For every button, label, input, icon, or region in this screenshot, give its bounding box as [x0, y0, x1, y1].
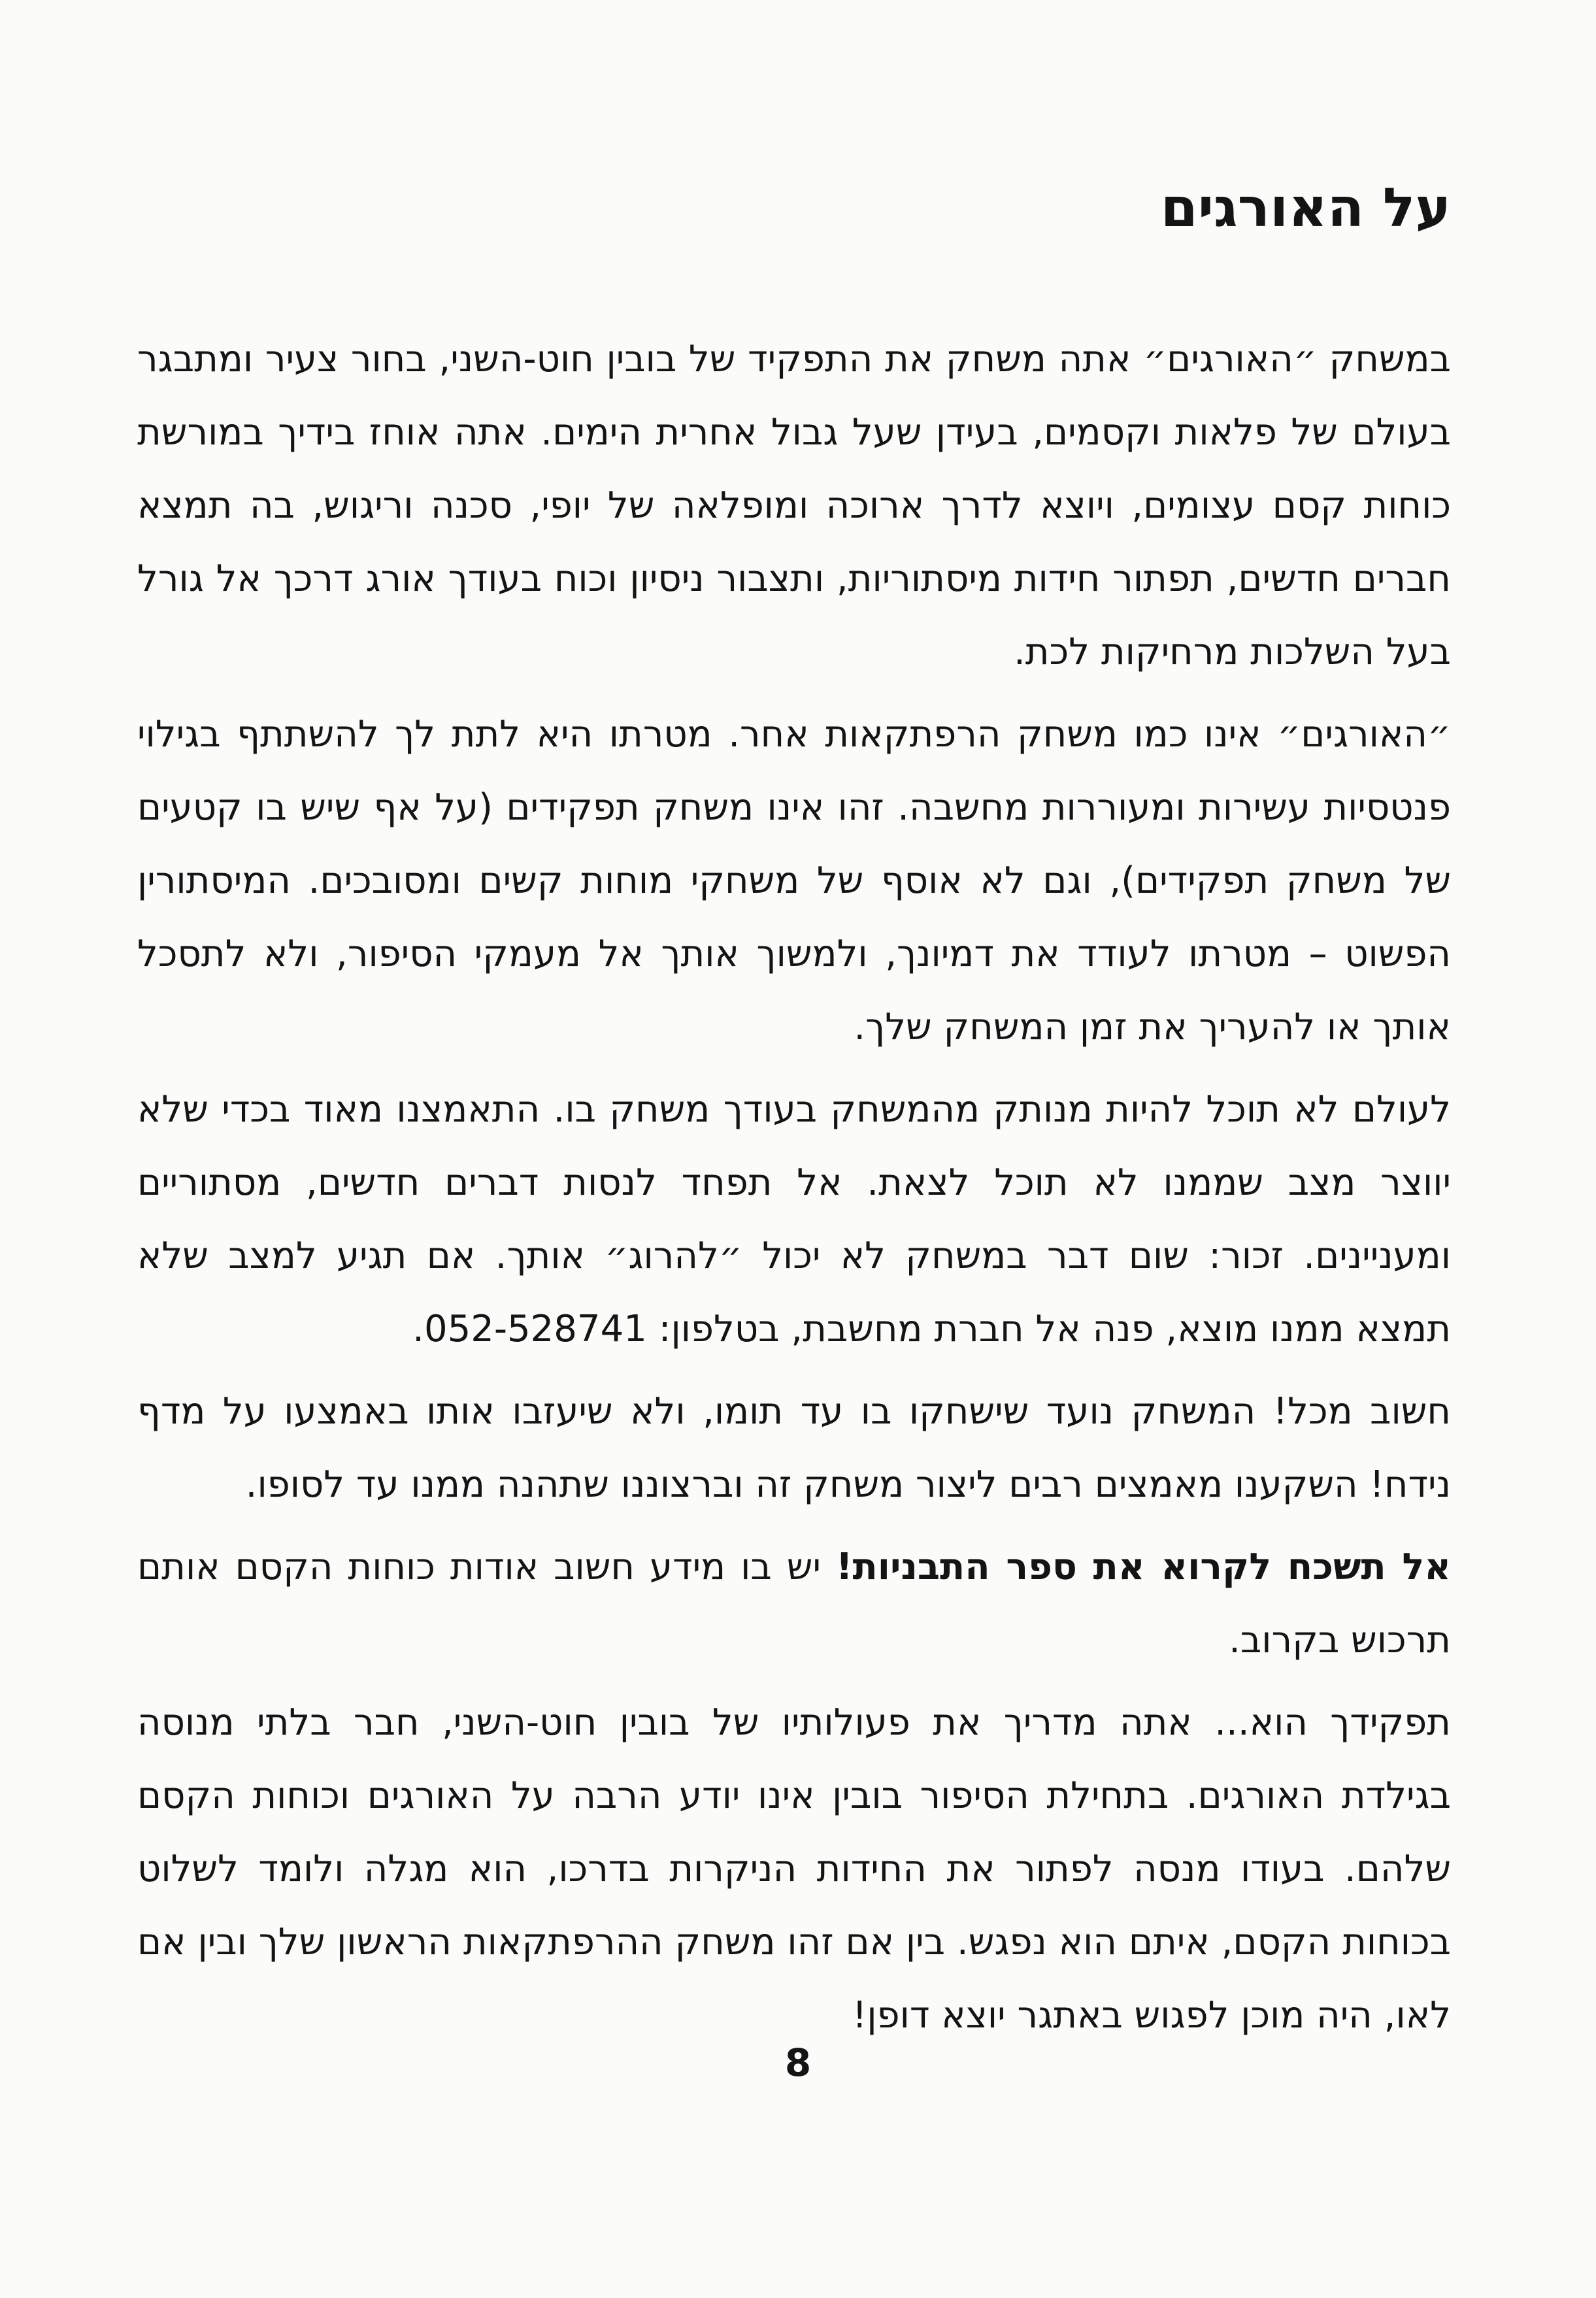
document-page — [137, 176, 1451, 2061]
paragraph-about-game: ״האורגים״ אינו כמו משחק הרפתקאות אחר. מטרתו היא לתת לך להשתתף בגילוי פנטסיות עשירות ומעוררות מחשבה. זהו אינו משחק תפקידים (על אף שיש בו קטעים של משחק תפקידים), וגם לא אוסף של משחקי מוחות קשים ומסובכים. המיסתורין הפשוט – מטרתו לעודד את דמיונך, ולמשוך אותך אל מעמקי הסיפור, ולא לתסכל אותך או להעריך את זמן המשחק שלך. — [137, 713, 1451, 1049]
page-number: 8 — [784, 2040, 812, 2085]
page-title: על האורגים — [1160, 177, 1451, 239]
paragraph-play-to-end: חשוב מכל! המשחק נועד שישחקו בו עד תומו, ולא שיעזבו אותו באמצעו על מדף נידח! השקענו מאמצים רבים ליצור משחק זה וברצוננו שתהנה ממנו עד לסופו. — [137, 1390, 1451, 1507]
paragraph-your-role: תפקידך הוא... אתה מדריך את פעולותיו של בובין חוט-השני, חבר בלתי מנוסה בגילדת האורגים. בתחילת הסיפור בובין אינו יודע הרבה על האורגים וכוחות הקסם שלהם. בעודו מנסה לפתור את החידות הניקרות בדרכו, הוא מגלה ולומד לשלוט בכוחות הקסם, איתם הוא נפגש. בין אם זהו משחק ההרפתקאות הראשון שלך ובין אם לאו, היה מוכן לפגוש באתגר יוצא דופן! — [137, 1701, 1451, 2037]
paragraph-no-dead-ends: לעולם לא תוכל להיות מנותק מהמשחק בעודך משחק בו. התאמצנו מאוד בכדי שלא יווצר מצב שממנו לא תוכל לצאת. אל תפחד לנסות דברים חדשים, מסתוריים ומעניינים. זכור: שום דבר במשחק לא יכול ״להרוג״ אותך. אם תגיע למצב שלא תמצא ממנו מוצא, פנה אל חברת מחשבת, בטלפון: 052-528741. — [137, 1088, 1451, 1351]
pattern-book-text: יש בו מידע חשוב אודות כוחות הקסם אותם תרכוש בקרוב. — [137, 1546, 1451, 1662]
pattern-book-reminder: אל תשכח לקרוא את ספר התבניות! — [835, 1546, 1451, 1589]
paragraph-pattern-book — [137, 1531, 1451, 1677]
paragraph-intro: במשחק ״האורגים״ אתה משחק את התפקיד של בובין חוט-השני, בחור צעיר ומתבגר בעולם של פלאות וקסמים, בעידן שעל גבול אחרית הימים. אתה אוחז בידיך במורשת כוחות קסם עצומים, ויוצא לדרך ארוכה ומופלאה של יופי, סכנה וריגוש, בה תמצא חברים חדשים, תפתור חידות מיסתוריות, ותצבור ניסיון וכוח בעודך אורג דרכך אל גורל בעל השלכות מרחיקות לכת. — [137, 338, 1451, 674]
